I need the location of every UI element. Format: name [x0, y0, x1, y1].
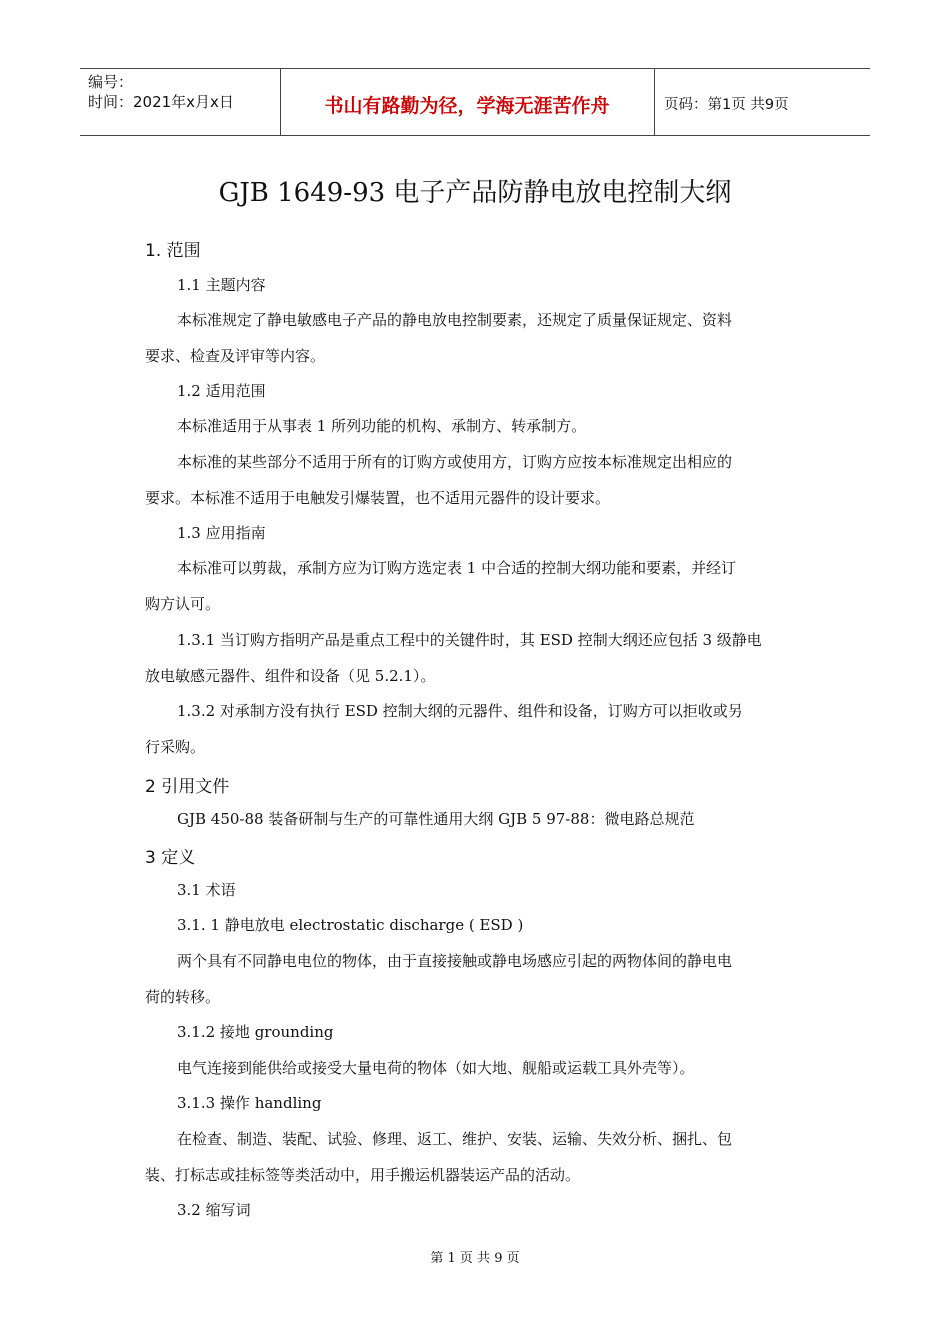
- section-heading: 2 引用文件: [145, 777, 230, 797]
- section-heading: 3 定义: [145, 848, 196, 868]
- term-heading: 3.1.3 操作 handling: [177, 1094, 322, 1112]
- header-divider: [654, 69, 655, 135]
- paragraph-line: 在检查、制造、装配、试验、修理、返工、维护、安装、运输、失效分析、捆扎、包: [177, 1130, 733, 1148]
- paragraph-line: 两个具有不同静电电位的物体，由于直接接触或静电场感应引起的两物体间的静电电: [177, 952, 733, 970]
- paragraph-line: 放电敏感元器件、组件和设备（见 5.2.1）。: [145, 667, 436, 685]
- subsection-heading: 3.2 缩写词: [177, 1201, 251, 1219]
- subsection-heading: 1.2 适用范围: [177, 382, 266, 400]
- header-page-info: 页码：第1页 共9页: [664, 97, 789, 113]
- document-title: GJB 1649-93 电子产品防静电放电控制大纲: [218, 178, 732, 208]
- paragraph-line: 电气连接到能供给或接受大量电荷的物体（如大地、舰船或运载工具外壳等）。: [177, 1059, 695, 1077]
- paragraph-line: 本标准的某些部分不适用于所有的订购方或使用方，订购方应按本标准规定出相应的: [177, 453, 733, 471]
- header-meta: [88, 72, 278, 112]
- subsection-heading: 1.3 应用指南: [177, 524, 266, 542]
- term-heading: 3.1.2 接地 grounding: [177, 1023, 334, 1041]
- document-date: 时间：2021年x月x日: [88, 93, 234, 111]
- paragraph-line: 装、打标志或挂标签等类活动中，用手搬运机器装运产品的活动。: [145, 1166, 581, 1184]
- paragraph-line: 荷的转移。: [145, 988, 221, 1006]
- subsection-heading: 3.1 术语: [177, 881, 236, 899]
- paragraph-line: GJB 450-88 装备研制与生产的可靠性通用大纲 GJB 5 97-88：微电路总规范: [177, 810, 695, 828]
- document-number-label: 编号：: [88, 73, 134, 91]
- paragraph-line: 要求。本标准不适用于电触发引爆装置，也不适用元器件的设计要求。: [145, 489, 611, 507]
- paragraph-line: 本标准适用于从事表 1 所列功能的机构、承制方、转承制方。: [177, 417, 587, 435]
- paragraph-line: 行采购。: [145, 738, 206, 756]
- subsection-heading: 1.1 主题内容: [177, 276, 266, 294]
- paragraph-line: 本标准规定了静电敏感电子产品的静电放电控制要素，还规定了质量保证规定、资料: [177, 311, 733, 329]
- page-header-table: [80, 68, 870, 136]
- paragraph-line: 1.3.2 对承制方没有执行 ESD 控制大纲的元器件、组件和设备，订购方可以拒收或另: [177, 702, 743, 720]
- paragraph-line: 要求、检查及评审等内容。: [145, 347, 326, 365]
- page-footer: 第 1 页 共 9 页: [430, 1251, 520, 1266]
- paragraph-line: 1.3.1 当订购方指明产品是重点工程中的关键件时，其 ESD 控制大纲还应包括 3 级静电: [177, 631, 762, 649]
- header-slogan: 书山有路勤为径，学海无涯苦作舟: [324, 95, 610, 117]
- paragraph-line: 购方认可。: [145, 595, 221, 613]
- term-heading: 3.1. 1 静电放电 electrostatic discharge ( ESD ): [177, 916, 524, 934]
- section-heading: 1. 范围: [145, 241, 201, 261]
- paragraph-line: 本标准可以剪裁，承制方应为订购方选定表 1 中合适的控制大纲功能和要素，并经订: [177, 559, 737, 577]
